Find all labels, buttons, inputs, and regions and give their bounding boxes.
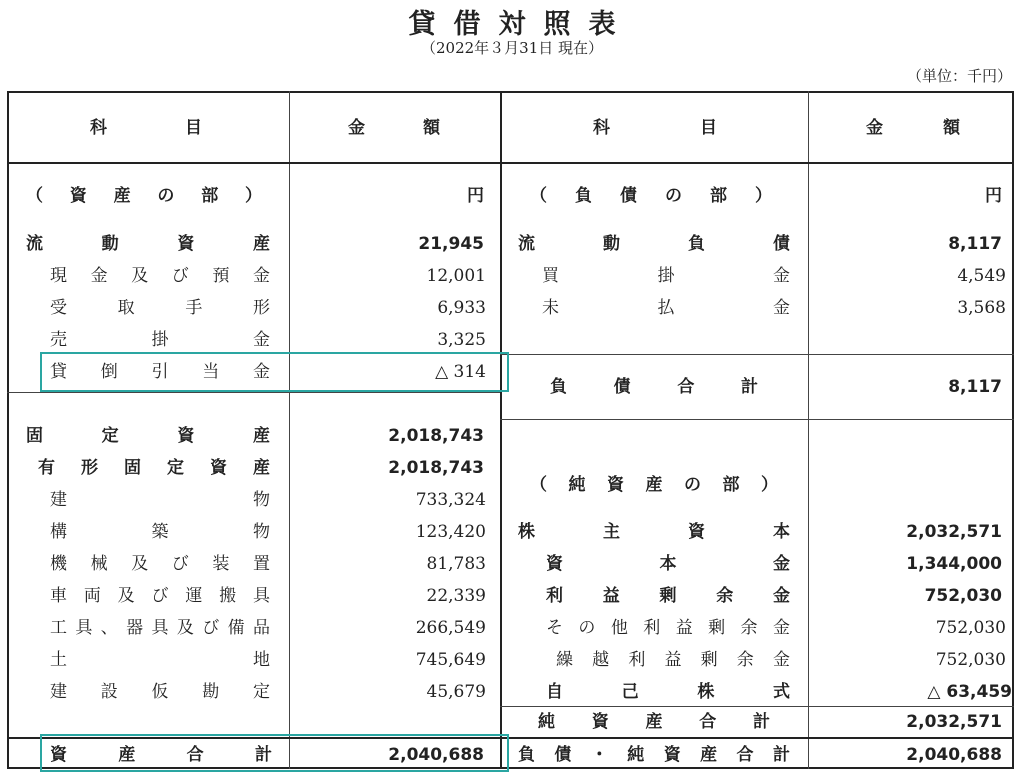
total-net-assets-value: 2,032,571	[906, 712, 1002, 732]
tools-fixtures-label: 工 具 、 器 具 及 び 備 品	[50, 618, 270, 638]
highlight-box	[40, 352, 509, 392]
total-liabilities-value: 8,117	[948, 377, 1002, 397]
total-net-assets-label: 純 資 産 合 計	[538, 712, 770, 732]
allowance-doubtful-value: △ 314	[435, 362, 486, 382]
col-header-left-amount: 金 額	[348, 118, 440, 138]
row-divider	[500, 354, 1014, 355]
construction-in-progress-value: 45,679	[426, 682, 486, 702]
liabilities-section-heading: （ 負 債 の 部 ）	[530, 186, 772, 206]
current-liabilities-label: 流 動 負 債	[518, 234, 790, 254]
capital-stock-label: 資 本 金	[546, 554, 790, 574]
land-label: 土 地	[50, 650, 270, 670]
vehicles-value: 22,339	[426, 586, 486, 606]
accounts-payable-label: 買 掛 金	[542, 266, 790, 286]
other-retained-earnings-label: そ の 他 利 益 剰 余 金	[546, 618, 790, 638]
capital-stock-value: 1,344,000	[906, 554, 1002, 574]
notes-receivable-label: 受 取 手 形	[50, 298, 270, 318]
other-retained-earnings-value: 752,030	[935, 618, 1006, 638]
retained-carried-forward-value: 752,030	[935, 650, 1006, 670]
accrued-expenses-label: 未 払 金	[542, 298, 790, 318]
header-divider	[7, 162, 1014, 164]
retained-earnings-label: 利 益 剰 余 金	[546, 586, 790, 606]
col-divider	[808, 91, 809, 769]
highlight-box	[40, 734, 509, 772]
vehicles-label: 車 両 及 び 運 搬 具	[50, 586, 270, 606]
col-divider	[289, 91, 290, 769]
col-header-right-amount: 金 額	[866, 118, 960, 138]
tools-fixtures-value: 266,549	[415, 618, 486, 638]
net-assets-section-heading: （ 純 資 産 の 部 ）	[530, 475, 778, 495]
col-divider-center	[500, 91, 502, 769]
shareholders-equity-label: 株 主 資 本	[518, 522, 790, 542]
accrued-expenses-value: 3,568	[957, 298, 1006, 318]
fixed-assets-value: 2,018,743	[388, 426, 484, 446]
as-of-date: （2022年３月31日 現在）	[420, 39, 604, 57]
cash-and-deposits-label: 現 金 及 び 預 金	[50, 266, 270, 286]
shareholders-equity-value: 2,032,571	[906, 522, 1002, 542]
buildings-value: 733,324	[415, 490, 486, 510]
structures-label: 構 築 物	[50, 522, 270, 542]
tangible-fixed-assets-label: 有 形 固 定 資 産	[38, 458, 270, 478]
current-assets-label: 流 動 資 産	[26, 234, 270, 254]
accounts-payable-value: 4,549	[957, 266, 1006, 286]
current-liabilities-value: 8,117	[948, 234, 1002, 254]
cash-and-deposits-value: 12,001	[426, 266, 486, 286]
structures-value: 123,420	[415, 522, 486, 542]
unit-note: （単位：千円）	[906, 67, 1012, 85]
total-liabilities-net-assets-value: 2,040,688	[906, 745, 1002, 765]
current-assets-value: 21,945	[418, 234, 484, 254]
total-liabilities-label: 負 債 合 計	[550, 377, 758, 397]
assets-section-heading: （ 資 産 の 部 ）	[26, 186, 262, 206]
land-value: 745,649	[415, 650, 486, 670]
row-divider	[7, 392, 500, 393]
col-header-right-item: 科 目	[593, 118, 717, 138]
retained-carried-forward-label: 繰 越 利 益 剰 余 金	[556, 650, 790, 670]
row-divider	[500, 419, 1014, 420]
construction-in-progress-label: 建 設 仮 勘 定	[50, 682, 270, 702]
accounts-receivable-value: 3,325	[437, 330, 486, 350]
col-header-left-item: 科 目	[90, 118, 202, 138]
allowance-doubtful-label: 貸 倒 引 当 金	[50, 362, 270, 382]
document-title: 貸借対照表	[408, 9, 634, 40]
machinery-value: 81,783	[426, 554, 486, 574]
machinery-label: 機 械 及 び 装 置	[50, 554, 270, 574]
liabilities-yen-unit: 円	[985, 186, 1002, 206]
total-liabilities-net-assets-label: 負 債 ・ 純 資 産 合 計	[518, 745, 790, 765]
treasury-stock-value: △ 63,459	[927, 682, 1012, 702]
total-assets-label: 資 産 合 計	[50, 745, 272, 765]
fixed-assets-label: 固 定 資 産	[26, 426, 270, 446]
buildings-label: 建 物	[50, 490, 270, 510]
assets-yen-unit: 円	[467, 186, 484, 206]
accounts-receivable-label: 売 掛 金	[50, 330, 270, 350]
total-assets-value: 2,040,688	[388, 745, 484, 765]
treasury-stock-label: 自 己 株 式	[546, 682, 790, 702]
notes-receivable-value: 6,933	[437, 298, 486, 318]
tangible-fixed-assets-value: 2,018,743	[388, 458, 484, 478]
retained-earnings-value: 752,030	[924, 586, 1002, 606]
